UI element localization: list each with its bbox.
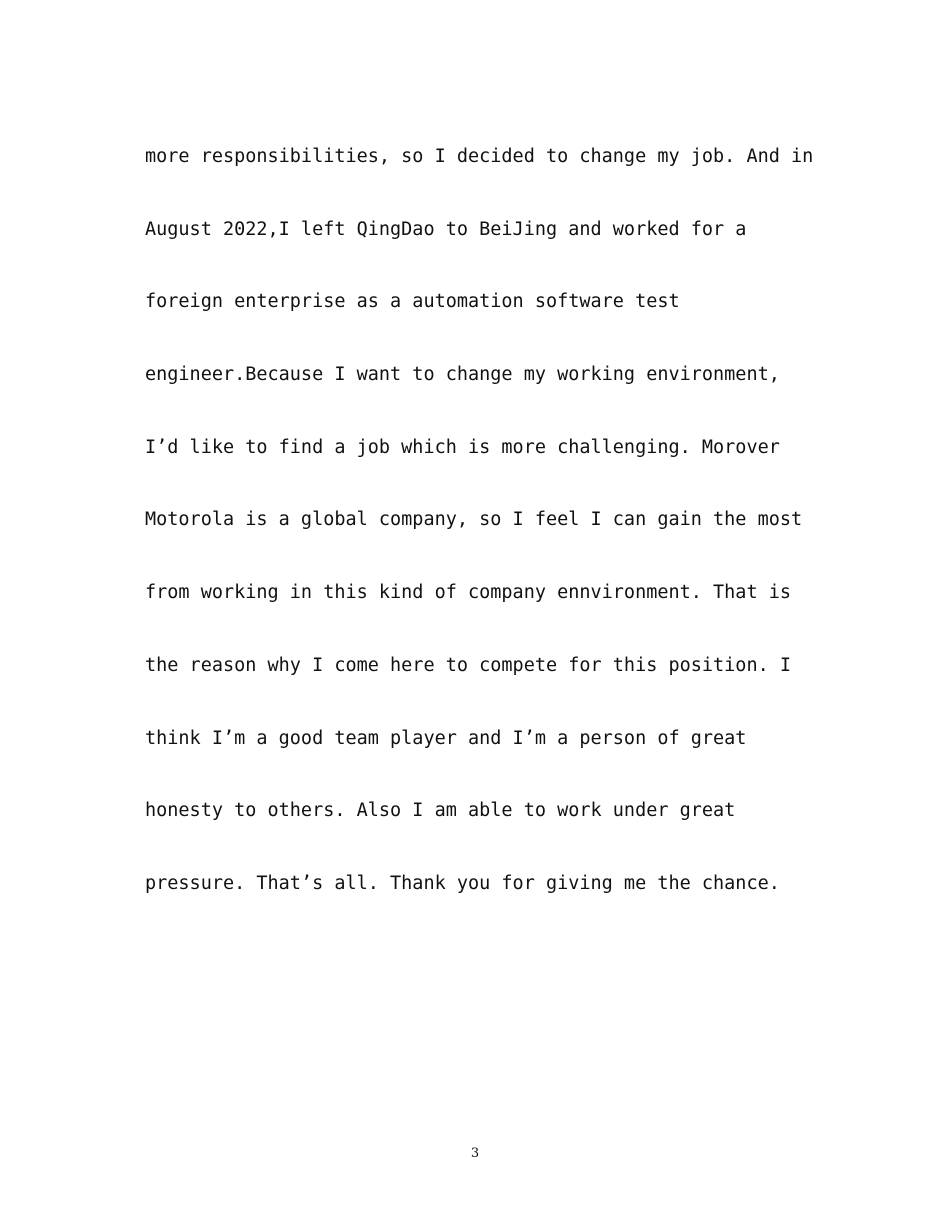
text-line: more responsibilities, so I decided to change my job. And in — [145, 146, 814, 167]
text-line: foreign enterprise as a automation software test — [145, 291, 680, 313]
text-line: engineer.Because I want to change my working environment, — [145, 364, 780, 386]
text-line: from working in this kind of company ennvironment. That is — [145, 582, 792, 604]
body-text — [145, 139, 845, 939]
text-line: think I’m a good team player and I’m a person of great — [145, 727, 747, 749]
text-line: the reason why I come here to compete for this position. I — [145, 654, 792, 676]
text-line: Motorola is a global company, so I feel I can gain the most — [145, 509, 803, 531]
text-line: I’d like to find a job which is more challenging. Morover — [145, 436, 780, 458]
text-line: August 2022,I left QingDao to BeiJing and worked for a — [145, 218, 747, 240]
text-line: pressure. That’s all. Thank you for giving me the chance. — [145, 872, 780, 894]
text-line: honesty to others. Also I am able to work under great — [145, 800, 736, 822]
page-number: 3 — [470, 1146, 480, 1161]
